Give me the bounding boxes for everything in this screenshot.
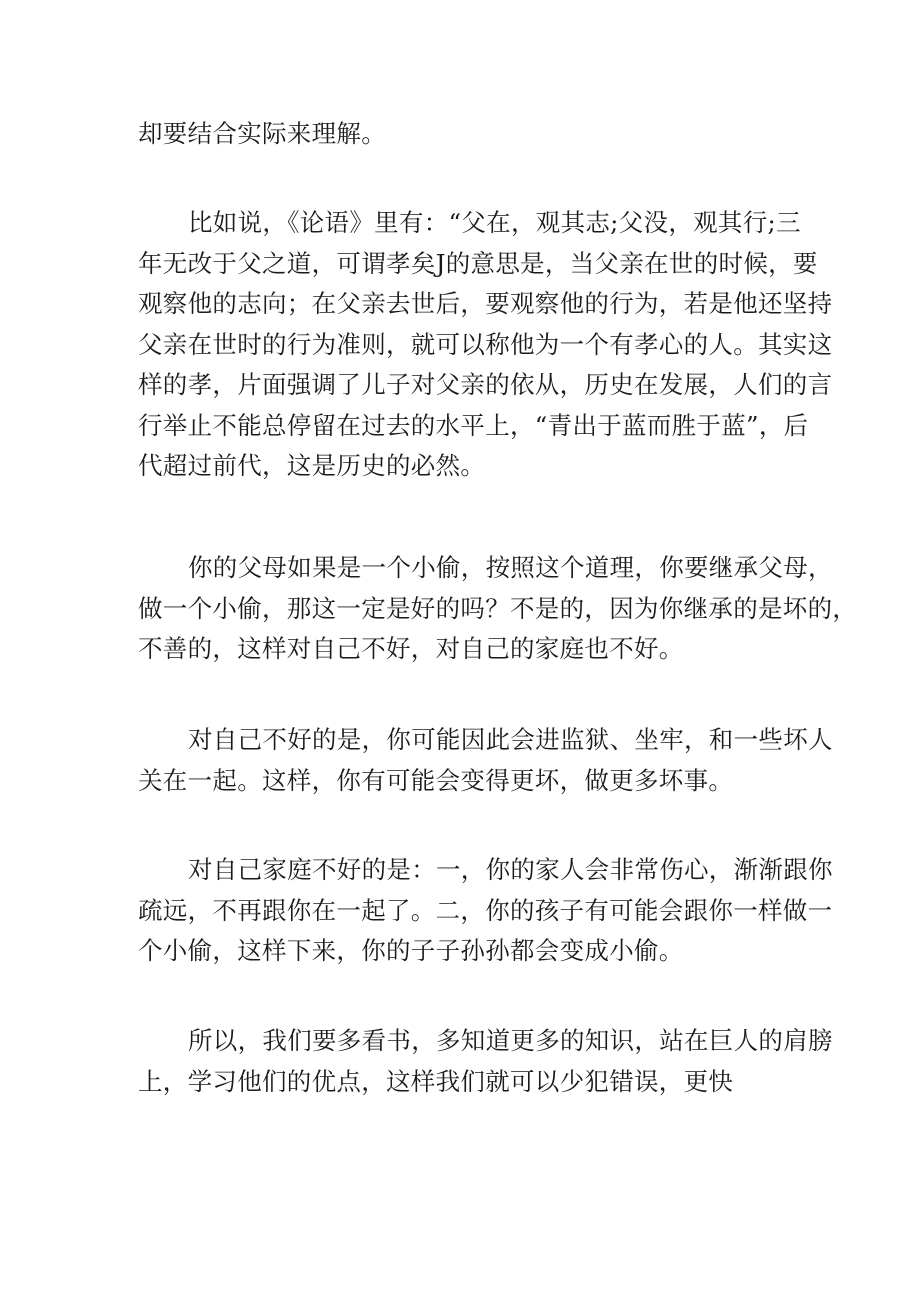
text-line: 却要结合实际来理解。 <box>138 119 386 148</box>
text-line: 疏远，不再跟你在一起了。二，你的孩子有可能会跟你一样做一 <box>138 895 833 925</box>
text-line: 关在一起。这样，你有可能会变得更坏，做更多坏事。 <box>138 765 734 795</box>
text-line: 对自己不好的是，你可能因此会进监狱、坐牢，和一些坏人 <box>188 725 833 754</box>
paragraph-thief-parents <box>138 548 858 670</box>
text-line: 个小偷，这样下来，你的子子孙孙都会变成小偷。 <box>138 936 684 965</box>
text-line: 上，学习他们的优点，这样我们就可以少犯错误，更快 <box>138 1066 734 1096</box>
paragraph-conclusion <box>138 1021 833 1102</box>
paragraph-harm-to-self <box>138 720 833 801</box>
text-line: 观察他的志向；在父亲去世后，要观察他的行为，若是他还坚持 <box>138 289 833 318</box>
paragraph-continuation <box>138 114 788 155</box>
text-line: 行举止不能总停留在过去的水平上，“青出于蓝而胜于蓝”，后 <box>138 410 809 440</box>
text-line: 做一个小偷，那这一定是好的吗？不是的，因为你继承的是坏的， <box>138 593 858 623</box>
text-line: 代超过前代，这是历史的必然。 <box>138 451 486 480</box>
paragraph-harm-to-family <box>138 850 833 972</box>
text-line: 你的父母如果是一个小偷，按照这个道理，你要继承父母， <box>188 553 833 582</box>
paragraph-analects-example <box>138 203 833 487</box>
text-line: 年无改于父之道，可谓孝矣J的意思是，当父亲在世的时候，要 <box>138 248 818 278</box>
text-line: 比如说，《论语》里有：“父在，观其志;父没，观其行;三 <box>188 208 801 237</box>
text-line: 对自己家庭不好的是：一，你的家人会非常伤心，渐渐跟你 <box>188 855 833 884</box>
text-line: 父亲在世时的行为准则，就可以称他为一个有孝心的人。其实这 <box>138 329 833 359</box>
text-line: 不善的，这样对自己不好，对自己的家庭也不好。 <box>138 634 684 663</box>
text-line: 所以，我们要多看书，多知道更多的知识，站在巨人的肩膀 <box>188 1026 833 1055</box>
text-line: 样的孝，片面强调了儿子对父亲的依从，历史在发展，人们的言 <box>138 370 833 399</box>
